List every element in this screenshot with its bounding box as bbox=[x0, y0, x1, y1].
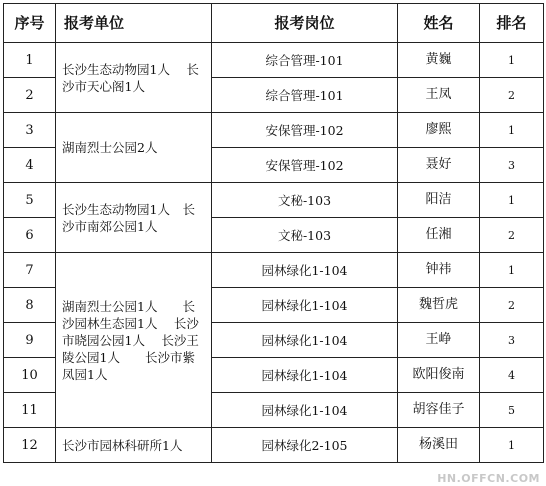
name-cell: 魏哲虎 bbox=[398, 288, 480, 323]
table-row bbox=[4, 253, 544, 288]
rank-cell: 5 bbox=[480, 393, 544, 428]
unit-cell: 长沙生态动物园1人 长沙市天心阁1人 bbox=[56, 43, 212, 113]
seq-cell: 9 bbox=[4, 323, 56, 358]
seq-cell: 5 bbox=[4, 183, 56, 218]
name-cell: 聂好 bbox=[398, 148, 480, 183]
name-cell: 胡容佳子 bbox=[398, 393, 480, 428]
rank-cell: 3 bbox=[480, 148, 544, 183]
rank-cell: 1 bbox=[480, 253, 544, 288]
unit-cell: 湖南烈士公园2人 bbox=[56, 113, 212, 183]
position-cell: 文秘-103 bbox=[212, 218, 398, 253]
position-cell: 安保管理-102 bbox=[212, 113, 398, 148]
header-position: 报考岗位 bbox=[212, 4, 398, 43]
position-cell: 园林绿化1-104 bbox=[212, 323, 398, 358]
rank-cell: 4 bbox=[480, 358, 544, 393]
seq-cell: 7 bbox=[4, 253, 56, 288]
rank-cell: 3 bbox=[480, 323, 544, 358]
seq-cell: 1 bbox=[4, 43, 56, 78]
rank-cell: 1 bbox=[480, 183, 544, 218]
seq-cell: 4 bbox=[4, 148, 56, 183]
seq-cell: 11 bbox=[4, 393, 56, 428]
position-cell: 园林绿化2-105 bbox=[212, 428, 398, 463]
seq-cell: 3 bbox=[4, 113, 56, 148]
position-cell: 园林绿化1-104 bbox=[212, 253, 398, 288]
position-cell: 安保管理-102 bbox=[212, 148, 398, 183]
header-unit: 报考单位 bbox=[56, 4, 212, 43]
results-table bbox=[3, 3, 544, 463]
position-cell: 园林绿化1-104 bbox=[212, 393, 398, 428]
rank-cell: 1 bbox=[480, 43, 544, 78]
name-cell: 欧阳俊南 bbox=[398, 358, 480, 393]
unit-cell: 长沙生态动物园1人 长沙市南郊公园1人 bbox=[56, 183, 212, 253]
seq-cell: 8 bbox=[4, 288, 56, 323]
table-row bbox=[4, 183, 544, 218]
name-cell: 廖熙 bbox=[398, 113, 480, 148]
name-cell: 黄巍 bbox=[398, 43, 480, 78]
seq-cell: 6 bbox=[4, 218, 56, 253]
name-cell: 任湘 bbox=[398, 218, 480, 253]
unit-cell: 长沙市园林科研所1人 bbox=[56, 428, 212, 463]
header-name: 姓名 bbox=[398, 4, 480, 43]
rank-cell: 2 bbox=[480, 78, 544, 113]
name-cell: 杨溪田 bbox=[398, 428, 480, 463]
position-cell: 园林绿化1-104 bbox=[212, 288, 398, 323]
position-cell: 综合管理-101 bbox=[212, 43, 398, 78]
rank-cell: 2 bbox=[480, 288, 544, 323]
name-cell: 阳洁 bbox=[398, 183, 480, 218]
site-watermark: HN.OFFCN.COM bbox=[437, 472, 540, 485]
position-cell: 文秘-103 bbox=[212, 183, 398, 218]
rank-cell: 1 bbox=[480, 428, 544, 463]
table-row bbox=[4, 113, 544, 148]
header-row bbox=[4, 4, 544, 43]
name-cell: 王峥 bbox=[398, 323, 480, 358]
name-cell: 钟祎 bbox=[398, 253, 480, 288]
rank-cell: 2 bbox=[480, 218, 544, 253]
header-seq: 序号 bbox=[4, 4, 56, 43]
table-row bbox=[4, 428, 544, 463]
seq-cell: 10 bbox=[4, 358, 56, 393]
name-cell: 王凤 bbox=[398, 78, 480, 113]
rank-cell: 1 bbox=[480, 113, 544, 148]
seq-cell: 2 bbox=[4, 78, 56, 113]
seq-cell: 12 bbox=[4, 428, 56, 463]
unit-cell: 湖南烈士公园1人 长沙园林生态园1人 长沙市晓园公园1人 长沙王陵公园1人 长沙市紫凤园1人 bbox=[56, 253, 212, 428]
position-cell: 园林绿化1-104 bbox=[212, 358, 398, 393]
header-rank: 排名 bbox=[480, 4, 544, 43]
position-cell: 综合管理-101 bbox=[212, 78, 398, 113]
table-row bbox=[4, 43, 544, 78]
